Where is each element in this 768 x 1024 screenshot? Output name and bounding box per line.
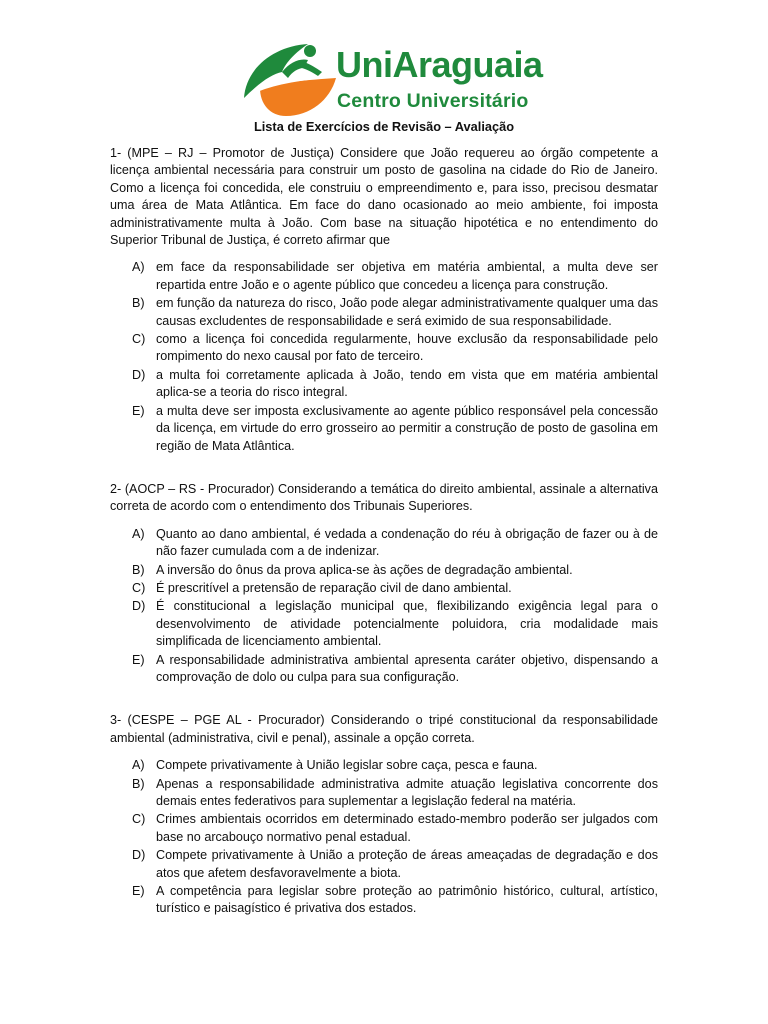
option-a <box>110 526 658 561</box>
option-text: em face da responsabilidade ser objetiva em matéria ambiental, a multa deve ser repartida entre João e o agente público que concedeu a licença para construção. <box>156 260 658 292</box>
option-letter: B) <box>132 562 145 577</box>
option-text: a multa foi corretamente aplicada à João, tendo em vista que em matéria ambiental aplica-se a teoria do risco integral. <box>156 367 658 400</box>
answer-options <box>110 757 658 918</box>
option-letter: D) <box>132 367 146 382</box>
option-letter: C) <box>132 812 146 827</box>
option-c <box>110 811 658 846</box>
uniaraguaia-logo <box>238 38 543 120</box>
option-a <box>110 259 658 294</box>
questions-list <box>110 145 658 919</box>
option-d <box>110 847 658 882</box>
option-d <box>110 367 658 402</box>
option-text: É constitucional a legislação municipal que, flexibilizando exigência legal para o desenvolvimento de atividade potencialmente poluidora, cria modalidade mais simplificada de licenciamento ambiental. <box>156 599 658 649</box>
option-letter: D) <box>132 599 146 614</box>
option-letter: E) <box>132 403 145 418</box>
option-e <box>110 652 658 687</box>
option-letter: B) <box>132 296 145 311</box>
option-letter: C) <box>132 332 146 347</box>
option-letter: B) <box>132 776 145 791</box>
question-3 <box>110 712 658 917</box>
answer-options <box>110 526 658 687</box>
option-b <box>110 295 658 330</box>
option-letter: A) <box>132 526 145 541</box>
question-2 <box>110 481 658 686</box>
option-letter: E) <box>132 884 145 899</box>
document-title: Lista de Exercícios de Revisão – Avaliação <box>253 119 515 134</box>
option-e <box>110 403 658 455</box>
option-letter: E) <box>132 652 145 667</box>
option-text: Quanto ao dano ambiental, é vedada a condenação do réu à obrigação de fazer ou à de não fazer cumulada com a de indenizar. <box>156 526 658 559</box>
question-1 <box>110 145 658 455</box>
option-text: Compete privativamente à União a proteção de áreas ameaçadas de degradação e dos atos que afetem desfavoravelmente a biota. <box>156 848 658 880</box>
option-letter: A) <box>132 260 145 275</box>
option-text: como a licença foi concedida regularmente, houve exclusão da responsabilidade pelo rompimento do nexo causal por fato de terceiro. <box>156 332 658 364</box>
answer-options <box>110 259 658 454</box>
question-text: 2- (AOCP – RS - Procurador) Considerando a temática do direito ambiental, assinale a alternativa correta de acordo com o entendimento dos Tribunais Superiores. <box>110 481 658 514</box>
option-c <box>110 580 658 597</box>
option-letter: C) <box>132 580 146 595</box>
option-text: em função da natureza do risco, João pode alegar administrativamente qualquer uma das causas excludentes de responsabilidade e será eximido de sua responsabilidade. <box>156 296 658 328</box>
option-e <box>110 883 658 918</box>
option-text: A competência para legislar sobre proteção ao patrimônio histórico, cultural, artístico, turístico e paisagístico é privativa dos estados. <box>156 884 658 916</box>
option-b <box>110 776 658 811</box>
option-text: Compete privativamente à União legislar sobre caça, pesca e fauna. <box>156 758 538 773</box>
question-text: 1- (MPE – RJ – Promotor de Justiça) Considere que João requereu ao órgão competente a licença ambiental necessária para construir um posto de gasolina na cidade do Rio de Janeiro. Como a licença foi concedida, ele construiu o empreendimento e, para isso, precisou desmatar uma área de Mata Atlântica. Em face do dano ocasionado ao meio ambiente, foi imposta administrativamente multa à João. Com base na situação hipotética e no entendimento do Superior Tribunal de Justiça, é correto afirmar que <box>110 146 658 248</box>
logo-emblem-icon <box>238 38 338 120</box>
option-c <box>110 331 658 366</box>
option-b <box>110 562 658 579</box>
option-text: Crimes ambientais ocorridos em determinado estado-membro poderão ser julgados com base no arcabouço normativo penal estadual. <box>156 812 658 844</box>
option-letter: D) <box>132 848 146 863</box>
option-text: É prescritível a pretensão de reparação civil de dano ambiental. <box>156 580 512 595</box>
question-text: 3- (CESPE – PGE AL - Procurador) Considerando o tripé constitucional da responsabilidade ambiental (administrativa, civil e penal), assinale a opção correta. <box>110 713 658 745</box>
option-letter: A) <box>132 758 145 773</box>
brand-subtitle: Centro Universitário <box>337 90 529 112</box>
option-text: A inversão do ônus da prova aplica-se às ações de degradação ambiental. <box>156 562 573 577</box>
option-text: a multa deve ser imposta exclusivamente ao agente público responsável pela concessão da licença, em virtude do erro grosseiro ao permitir a construção de posto de gasolina em região de Mata Atlântica. <box>156 403 658 453</box>
option-text: Apenas a responsabilidade administrativa admite atuação legislativa concorrente dos demais entes federativos para suplementar a legislação federal na matéria. <box>156 776 658 808</box>
option-d <box>110 598 658 650</box>
option-a <box>110 757 658 774</box>
option-text: A responsabilidade administrativa ambiental apresenta caráter objetivo, dispensando a comprovação de dolo ou culpa para sua configuração. <box>156 652 658 684</box>
brand-name: UniAraguaia <box>336 44 543 85</box>
